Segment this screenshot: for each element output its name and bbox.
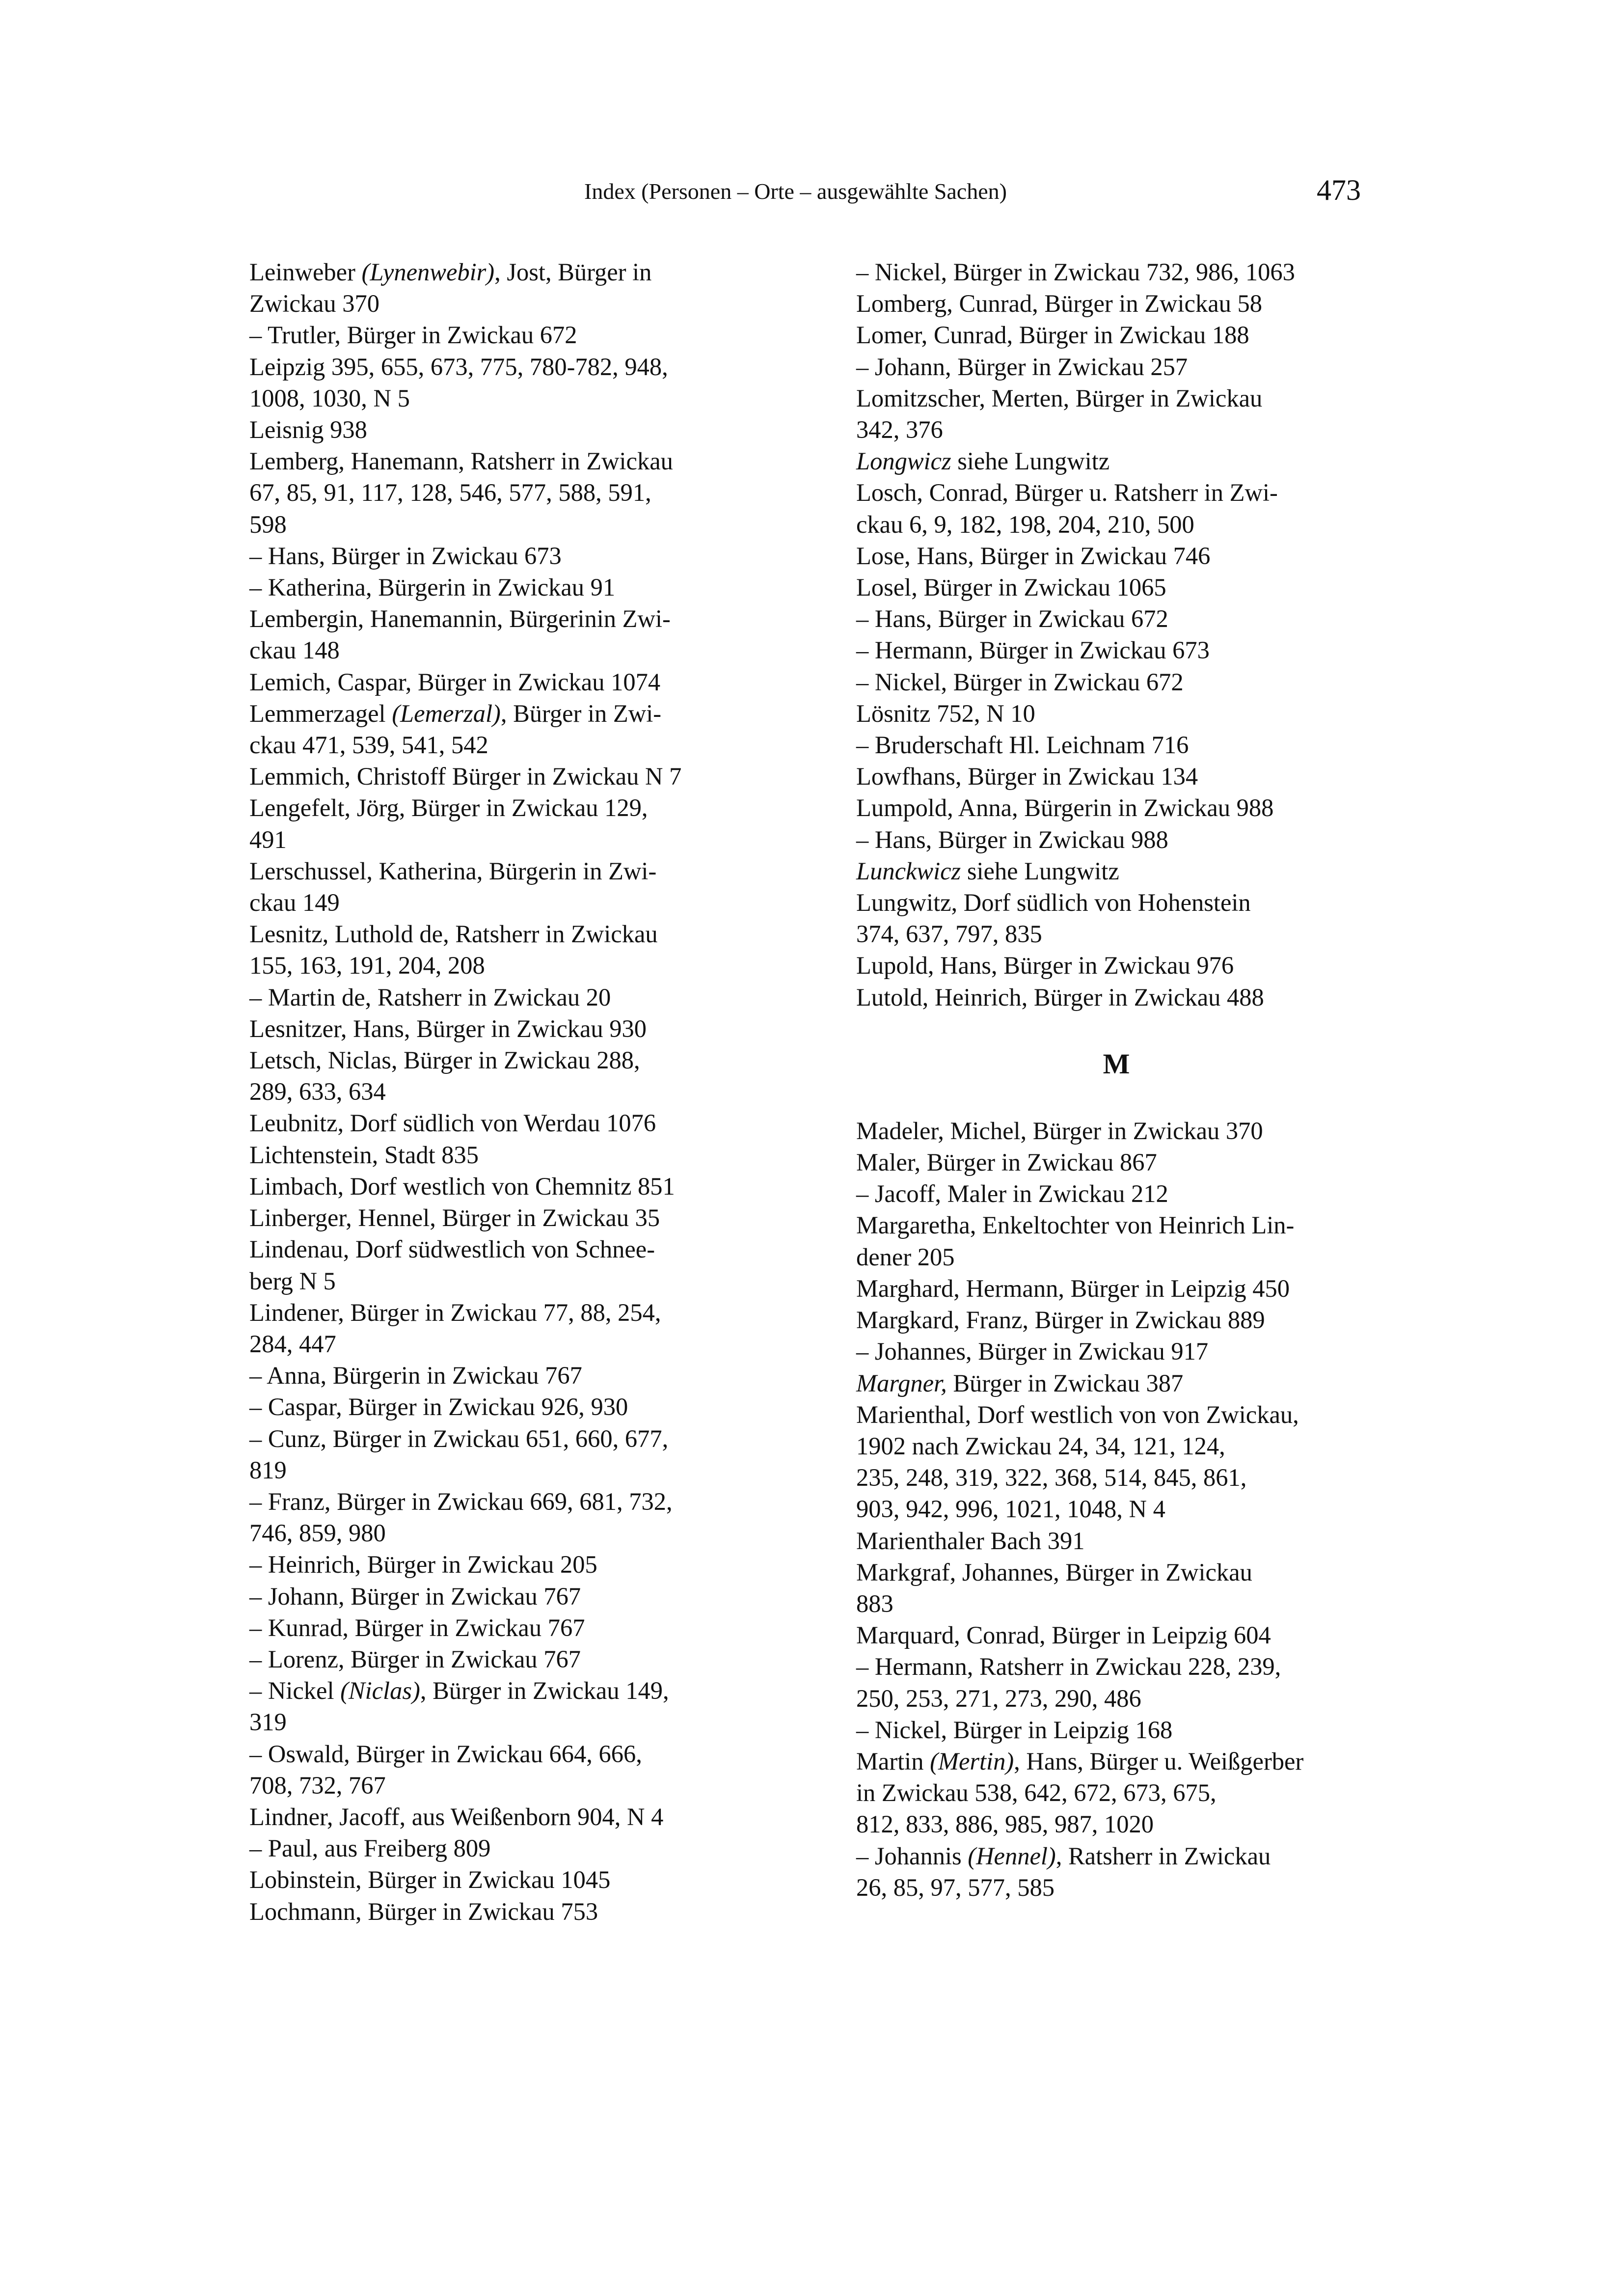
index-entry-line (249, 1486, 784, 1517)
index-entry (249, 1360, 784, 1391)
index-entry (856, 445, 1377, 477)
index-entry-line (249, 1832, 784, 1864)
index-entry (856, 319, 1377, 351)
index-entry (249, 1171, 784, 1202)
index-entry-text: ckau 149 (249, 889, 340, 917)
index-entry-text: Lomer, Cunrad, Bürger in Zwickau 188 (856, 321, 1249, 349)
index-entry-text: 235, 248, 319, 322, 368, 514, 845, 861, (856, 1464, 1247, 1492)
index-entry-line (856, 1493, 1377, 1525)
index-entry (249, 1832, 784, 1864)
index-entry-text: Letsch, Niclas, Bürger in Zwickau 288, (249, 1046, 640, 1074)
index-entry-text: – Kunrad, Bürger in Zwickau 767 (249, 1613, 585, 1641)
index-entry-line (249, 1770, 784, 1801)
index-entry (249, 855, 784, 918)
index-entry-line (249, 1013, 784, 1044)
index-entry-line (249, 950, 784, 981)
index-entry-line (856, 824, 1377, 855)
index-entry-line (856, 761, 1377, 792)
index-entry-italic-text: Longwicz (856, 447, 951, 475)
index-entry-text: – Johann, Bürger in Zwickau 767 (249, 1582, 581, 1610)
index-entry-line (249, 1801, 784, 1832)
index-entry (856, 729, 1377, 761)
index-entry-line (856, 256, 1377, 288)
index-entry-line (856, 792, 1377, 823)
index-entry-text: Leubnitz, Dorf südlich von Werdau 1076 (249, 1109, 656, 1137)
index-entry-text: – Anna, Bürgerin in Zwickau 767 (249, 1362, 582, 1390)
index-entry-text: Lindner, Jacoff, aus Weißenborn 904, N 4 (249, 1803, 664, 1831)
index-entry-text: Martin (856, 1747, 930, 1775)
index-entry-line (856, 982, 1377, 1013)
index-entry (856, 792, 1377, 823)
index-entry (249, 351, 784, 414)
index-entry-line (249, 1612, 784, 1643)
index-entry-line (856, 1209, 1377, 1241)
index-entry-line (249, 918, 784, 950)
index-entry-line (856, 729, 1377, 761)
index-entry-text: – Bruderschaft Hl. Leichnam 716 (856, 731, 1189, 759)
index-entry-text: Lose, Hans, Bürger in Zwickau 746 (856, 542, 1211, 570)
index-entry (856, 1557, 1377, 1619)
index-entry-text: – Hermann, Ratsherr in Zwickau 228, 239, (856, 1653, 1281, 1681)
index-entry-text: , Bürger in Zwi- (500, 699, 662, 727)
index-entry (856, 383, 1377, 445)
index-entry (249, 540, 784, 572)
index-entry-line (856, 1651, 1377, 1682)
index-entry (249, 982, 784, 1013)
index-entry (249, 1549, 784, 1580)
index-entry-line (249, 729, 784, 761)
index-entry-text: Lomitzscher, Merten, Bürger in Zwickau (856, 384, 1263, 412)
section-letter-heading: M (1103, 1047, 1130, 1080)
index-entry-text: Lowfhans, Bürger in Zwickau 134 (856, 763, 1198, 791)
index-entry-text: Lobinstein, Bürger in Zwickau 1045 (249, 1866, 611, 1894)
index-entry-text: 708, 732, 767 (249, 1771, 386, 1799)
index-entry (856, 666, 1377, 698)
index-entry (249, 1581, 784, 1612)
index-entry-line (249, 1107, 784, 1139)
index-entry (856, 1651, 1377, 1714)
index-entry-text: siehe Lungwitz (951, 447, 1110, 475)
index-entry-text: – Nickel, Bürger in Leipzig 168 (856, 1716, 1173, 1744)
index-entry-line (249, 634, 784, 666)
index-entry-line (856, 1619, 1377, 1651)
index-entry-text: Lutold, Heinrich, Bürger in Zwickau 488 (856, 983, 1264, 1011)
index-entry-italic-text: (Lynenwebir) (361, 258, 495, 286)
index-entry-text: Lemich, Caspar, Bürger in Zwickau 1074 (249, 668, 661, 696)
index-entry-text: Lumpold, Anna, Bürgerin in Zwickau 988 (856, 794, 1274, 822)
index-entry-text: – Lorenz, Bürger in Zwickau 767 (249, 1645, 581, 1673)
index-entry-text: 289, 633, 634 (249, 1078, 386, 1106)
index-entry-line (249, 1738, 784, 1770)
index-entry-line (856, 477, 1377, 508)
index-entry (856, 1147, 1377, 1178)
index-entry-line (856, 1147, 1377, 1178)
index-entry-line (856, 509, 1377, 540)
index-entry-line (856, 603, 1377, 634)
index-entry-text: Margkard, Franz, Bürger in Zwickau 889 (856, 1306, 1265, 1334)
index-entry-line (249, 1549, 784, 1580)
index-entry-text: Leisnig 938 (249, 416, 367, 444)
index-entry-line (249, 383, 784, 414)
index-entry-line (249, 288, 784, 319)
index-entry-line (249, 1233, 784, 1265)
index-entry (856, 887, 1377, 950)
index-entry-text: Marienthaler Bach 391 (856, 1527, 1085, 1555)
index-entry-text: Leinweber (249, 258, 362, 286)
index-entry-line (856, 918, 1377, 950)
index-entry-line (249, 509, 784, 540)
index-entry (856, 698, 1377, 729)
index-entry (249, 918, 784, 981)
index-entry-italic-text: (Lemerzal) (392, 699, 501, 727)
index-entry-line (249, 698, 784, 729)
index-entry-line (249, 792, 784, 823)
index-entry-text: Lengefelt, Jörg, Bürger in Zwickau 129, (249, 794, 648, 822)
index-entry-text: – Johannis (856, 1842, 968, 1870)
index-entry-text: 250, 253, 271, 273, 290, 486 (856, 1684, 1141, 1712)
index-entry (856, 634, 1377, 666)
index-entry (856, 761, 1377, 792)
index-entry-line (856, 666, 1377, 698)
index-entry-text: Lerschussel, Katherina, Bürgerin in Zwi- (249, 857, 657, 885)
index-entry-text: 67, 85, 91, 117, 128, 546, 577, 588, 591, (249, 479, 651, 507)
index-entry-text: – Jacoff, Maler in Zwickau 212 (856, 1180, 1168, 1208)
index-entry-text: Leipzig 395, 655, 673, 775, 780-782, 948, (249, 353, 668, 381)
index-entry (856, 1399, 1377, 1525)
index-entry-text: – Heinrich, Bürger in Zwickau 205 (249, 1551, 597, 1579)
index-entry-line (249, 1044, 784, 1076)
index-entry-text: Markgraf, Johannes, Bürger in Zwickau (856, 1558, 1252, 1586)
index-entry-line (856, 634, 1377, 666)
index-entry-text: 155, 163, 191, 204, 208 (249, 952, 485, 980)
index-entry-line (249, 1171, 784, 1202)
page-number: 473 (1317, 174, 1361, 206)
index-entry-text: – Martin de, Ratsherr in Zwickau 20 (249, 983, 611, 1011)
index-entry-text: berg N 5 (249, 1267, 336, 1295)
index-entry-line (249, 1265, 784, 1297)
index-entry-text: 491 (249, 825, 287, 853)
index-entry-text: – Nickel, Bürger in Zwickau 732, 986, 1063 (856, 258, 1295, 286)
index-entry-line (856, 319, 1377, 351)
index-entry (856, 1840, 1377, 1903)
index-entry-line (249, 1581, 784, 1612)
index-entry (249, 445, 784, 540)
index-entry-text: Limbach, Dorf westlich von Chemnitz 851 (249, 1172, 675, 1200)
index-entry-line (856, 855, 1377, 887)
index-entry-line (856, 887, 1377, 918)
index-entry (856, 1336, 1377, 1367)
index-entry (249, 761, 784, 792)
index-entry-line (249, 1896, 784, 1927)
index-entry-text: Lomberg, Cunrad, Bürger in Zwickau 58 (856, 290, 1263, 318)
index-entry (856, 351, 1377, 383)
index-entry (249, 1139, 784, 1171)
index-entry-line (249, 1517, 784, 1549)
index-entry-text: 342, 376 (856, 416, 943, 444)
index-entry-line (249, 824, 784, 855)
index-entry-line (249, 1360, 784, 1391)
index-entry (249, 1233, 784, 1296)
index-entry (249, 1738, 784, 1801)
index-entry-text: Marghard, Hermann, Bürger in Leipzig 450 (856, 1274, 1290, 1302)
index-entry-text: ckau 148 (249, 636, 340, 664)
index-entry (249, 1864, 784, 1895)
index-entry-text: Lemberg, Hanemann, Ratsherr in Zwickau (249, 447, 673, 475)
index-entry (856, 1367, 1377, 1399)
index-entry-line (856, 1746, 1377, 1777)
index-entry (249, 1297, 784, 1360)
index-entry (249, 1486, 784, 1549)
index-entry-line (856, 1872, 1377, 1903)
index-entry-text: Madeler, Michel, Bürger in Zwickau 370 (856, 1117, 1263, 1145)
index-entry (856, 540, 1377, 572)
index-entry-line (249, 1706, 784, 1738)
index-entry (249, 698, 784, 761)
index-entry-text: – Franz, Bürger in Zwickau 669, 681, 732, (249, 1487, 673, 1515)
index-entry (249, 256, 784, 319)
index-entry (249, 1423, 784, 1486)
index-entry-text: 598 (249, 510, 287, 538)
index-entry-text: 746, 859, 980 (249, 1519, 386, 1547)
index-column-right (856, 256, 1377, 1903)
index-entry-line (249, 1864, 784, 1895)
index-entry (856, 288, 1377, 319)
index-entry (249, 319, 784, 351)
index-entry (856, 1273, 1377, 1304)
index-entry-text: – Paul, aus Freiberg 809 (249, 1834, 491, 1862)
index-entry-text: 284, 447 (249, 1330, 336, 1358)
running-title: Index (Personen – Orte – ausgewählte Sachen) (584, 179, 1007, 204)
index-entry-text: , Ratsherr in Zwickau (1055, 1842, 1271, 1870)
index-entry-line (249, 1139, 784, 1171)
index-entry-text: – Johannes, Bürger in Zwickau 917 (856, 1338, 1209, 1366)
index-entry-text: Lesnitz, Luthold de, Ratsherr in Zwickau (249, 920, 658, 948)
index-entry-italic-text: (Hennel) (968, 1842, 1056, 1870)
index-entry-text: Margaretha, Enkeltochter von Heinrich Lin- (856, 1211, 1295, 1239)
index-entry (249, 1643, 784, 1675)
index-entry-line (856, 1178, 1377, 1209)
index-entry-text: Losch, Conrad, Bürger u. Ratsherr in Zwi- (856, 479, 1278, 507)
index-entry-text: Maler, Bürger in Zwickau 867 (856, 1148, 1157, 1176)
index-entry-italic-text: (Niclas) (340, 1677, 420, 1705)
index-entry-line (249, 256, 784, 288)
index-entry-text: – Caspar, Bürger in Zwickau 926, 930 (249, 1393, 628, 1421)
index-entry (249, 1044, 784, 1107)
index-entry-line (856, 383, 1377, 414)
index-entry-line (856, 1714, 1377, 1746)
index-entry-text: 26, 85, 97, 577, 585 (856, 1873, 1055, 1901)
index-entry-italic-text: Margner, (856, 1369, 947, 1397)
index-entry-text: Lochmann, Bürger in Zwickau 753 (249, 1897, 598, 1925)
index-entries-m (856, 1115, 1377, 1903)
index-entry-line (249, 1675, 784, 1706)
index-entry-line (856, 1588, 1377, 1619)
index-entry (856, 1619, 1377, 1651)
index-entry-line (856, 1525, 1377, 1557)
index-entry-line (249, 887, 784, 918)
index-entry-line (249, 445, 784, 477)
index-entry-text: – Nickel, Bürger in Zwickau 672 (856, 668, 1184, 696)
index-entry-line (856, 288, 1377, 319)
index-entry-line (249, 1076, 784, 1107)
index-entry-line (249, 351, 784, 383)
index-entry-line (249, 1454, 784, 1486)
index-entry-text: 812, 833, 886, 985, 987, 1020 (856, 1810, 1154, 1838)
index-entry-text: Lembergin, Hanemannin, Bürgerinin Zwi- (249, 605, 671, 633)
index-entry-text: – Cunz, Bürger in Zwickau 651, 660, 677, (249, 1424, 669, 1452)
index-entry (249, 1202, 784, 1233)
index-entry-text: 883 (856, 1589, 893, 1617)
index-entry-line (249, 1391, 784, 1422)
index-entry-text: 1902 nach Zwickau 24, 34, 121, 124, (856, 1432, 1225, 1460)
index-entry (249, 1801, 784, 1832)
index-entry-line (249, 666, 784, 698)
index-entry (856, 1209, 1377, 1272)
index-entry-text: , Hans, Bürger u. Weißgerber (1014, 1747, 1304, 1775)
index-entry-line (856, 1808, 1377, 1840)
index-entry-text: Linberger, Hennel, Bürger in Zwickau 35 (249, 1204, 660, 1232)
index-entry-text: Lungwitz, Dorf südlich von Hohenstein (856, 889, 1251, 917)
index-entry-line (249, 540, 784, 572)
index-entry-line (856, 950, 1377, 981)
index-entry-text: – Hermann, Bürger in Zwickau 673 (856, 636, 1210, 664)
index-entry-line (856, 1462, 1377, 1493)
index-entry (249, 572, 784, 603)
index-entry-text: Marienthal, Dorf westlich von von Zwickau, (856, 1400, 1299, 1428)
index-entry-line (856, 540, 1377, 572)
index-entry-text: Lindenau, Dorf südwestlich von Schnee- (249, 1235, 655, 1263)
index-entry-text: 374, 637, 797, 835 (856, 920, 1042, 948)
index-entry-italic-text: Lunckwicz (856, 857, 961, 885)
index-entry-text: , Bürger in Zwickau 149, (420, 1677, 669, 1705)
index-entry (856, 477, 1377, 540)
index-entry-text: Lindener, Bürger in Zwickau 77, 88, 254, (249, 1298, 661, 1326)
index-entry (856, 1746, 1377, 1840)
index-entry-line (249, 982, 784, 1013)
index-entry-line (249, 572, 784, 603)
index-entry-text: – Hans, Bürger in Zwickau 988 (856, 825, 1168, 853)
index-entry-line (249, 1297, 784, 1328)
index-entry (249, 1612, 784, 1643)
index-entry-line (856, 351, 1377, 383)
index-entry-line (249, 1423, 784, 1454)
index-entry-text: Losel, Bürger in Zwickau 1065 (856, 574, 1166, 601)
section-gap (856, 1013, 1377, 1048)
index-entry-line (856, 1777, 1377, 1808)
index-entry-line (249, 761, 784, 792)
index-entry-line (856, 1840, 1377, 1872)
index-entry-text: , Jost, Bürger in (494, 258, 652, 286)
index-entry-text: – Katherina, Bürgerin in Zwickau 91 (249, 574, 616, 601)
index-entry-text: 319 (249, 1708, 287, 1736)
index-entry-line (249, 1202, 784, 1233)
index-entry-line (249, 414, 784, 445)
index-entry-text: Marquard, Conrad, Bürger in Leipzig 604 (856, 1621, 1271, 1649)
index-entry-text: ckau 471, 539, 541, 542 (249, 731, 488, 759)
index-entry (856, 950, 1377, 981)
index-entry-line (856, 1557, 1377, 1588)
index-entry-line (249, 319, 784, 351)
index-entry-text: – Johann, Bürger in Zwickau 257 (856, 353, 1188, 381)
index-entry-line (856, 1367, 1377, 1399)
index-entry (856, 1714, 1377, 1746)
index-entry (856, 1115, 1377, 1147)
index-entry (249, 414, 784, 445)
index-entry-line (856, 1399, 1377, 1430)
index-entry (249, 792, 784, 855)
index-entry-text: dener 205 (856, 1243, 955, 1271)
index-entry (856, 603, 1377, 634)
index-entry (249, 666, 784, 698)
index-entry-text: Zwickau 370 (249, 290, 380, 318)
index-entry-text: Lemmich, Christoff Bürger in Zwickau N 7 (249, 763, 682, 791)
index-entry-text: 819 (249, 1456, 287, 1484)
index-entry-italic-text: (Mertin) (930, 1747, 1014, 1775)
index-entry (249, 1896, 784, 1927)
index-entry-text: in Zwickau 538, 642, 672, 673, 675, (856, 1779, 1217, 1807)
index-column-left (249, 256, 784, 1927)
index-entry-text: ckau 6, 9, 182, 198, 204, 210, 500 (856, 510, 1194, 538)
index-entry-line (249, 1328, 784, 1360)
index-entry-line (856, 572, 1377, 603)
index-entry (249, 1675, 784, 1738)
index-entry-line (249, 1643, 784, 1675)
index-entry-line (249, 603, 784, 634)
index-entry-text: Lichtenstein, Stadt 835 (249, 1141, 479, 1169)
index-entry-line (856, 445, 1377, 477)
index-entry-text: – Hans, Bürger in Zwickau 673 (249, 542, 562, 570)
index-entries-l-continued (856, 256, 1377, 1013)
index-entry-text: 1008, 1030, N 5 (249, 384, 410, 412)
index-entry-text: – Oswald, Bürger in Zwickau 664, 666, (249, 1740, 642, 1768)
index-entry-line (856, 1241, 1377, 1273)
index-entry (249, 1391, 784, 1422)
index-entry (856, 256, 1377, 288)
index-entry (856, 1178, 1377, 1209)
index-entry-line (856, 1683, 1377, 1714)
index-entry-text: Lösnitz 752, N 10 (856, 699, 1035, 727)
index-entry-line (249, 477, 784, 508)
index-entry-text: – Hans, Bürger in Zwickau 672 (856, 605, 1168, 633)
index-entry (249, 1013, 784, 1044)
index-entry (856, 1525, 1377, 1557)
index-entry-text: Lesnitzer, Hans, Bürger in Zwickau 930 (249, 1014, 647, 1042)
index-entry-text: Lemmerzagel (249, 699, 392, 727)
index-entry-line (856, 698, 1377, 729)
index-entry (249, 603, 784, 666)
index-entry-line (856, 1273, 1377, 1304)
index-entry-line (856, 414, 1377, 445)
index-entry-text: Bürger in Zwickau 387 (947, 1369, 1184, 1397)
index-entry-text: – Trutler, Bürger in Zwickau 672 (249, 321, 577, 349)
index-entry-line (856, 1430, 1377, 1462)
index-entry (249, 1107, 784, 1139)
index-entry-text: 903, 942, 996, 1021, 1048, N 4 (856, 1495, 1165, 1523)
index-entry (856, 982, 1377, 1013)
index-entry-line (249, 855, 784, 887)
index-entry (856, 855, 1377, 887)
index-entry-text: Lupold, Hans, Bürger in Zwickau 976 (856, 952, 1234, 980)
index-entry-line (856, 1336, 1377, 1367)
index-entry-line (856, 1304, 1377, 1336)
index-entry-text: siehe Lungwitz (961, 857, 1119, 885)
index-entry-text: – Nickel (249, 1677, 341, 1705)
index-entry (856, 824, 1377, 855)
index-entry-line (856, 1115, 1377, 1147)
index-entry (856, 572, 1377, 603)
index-entry (856, 1304, 1377, 1336)
